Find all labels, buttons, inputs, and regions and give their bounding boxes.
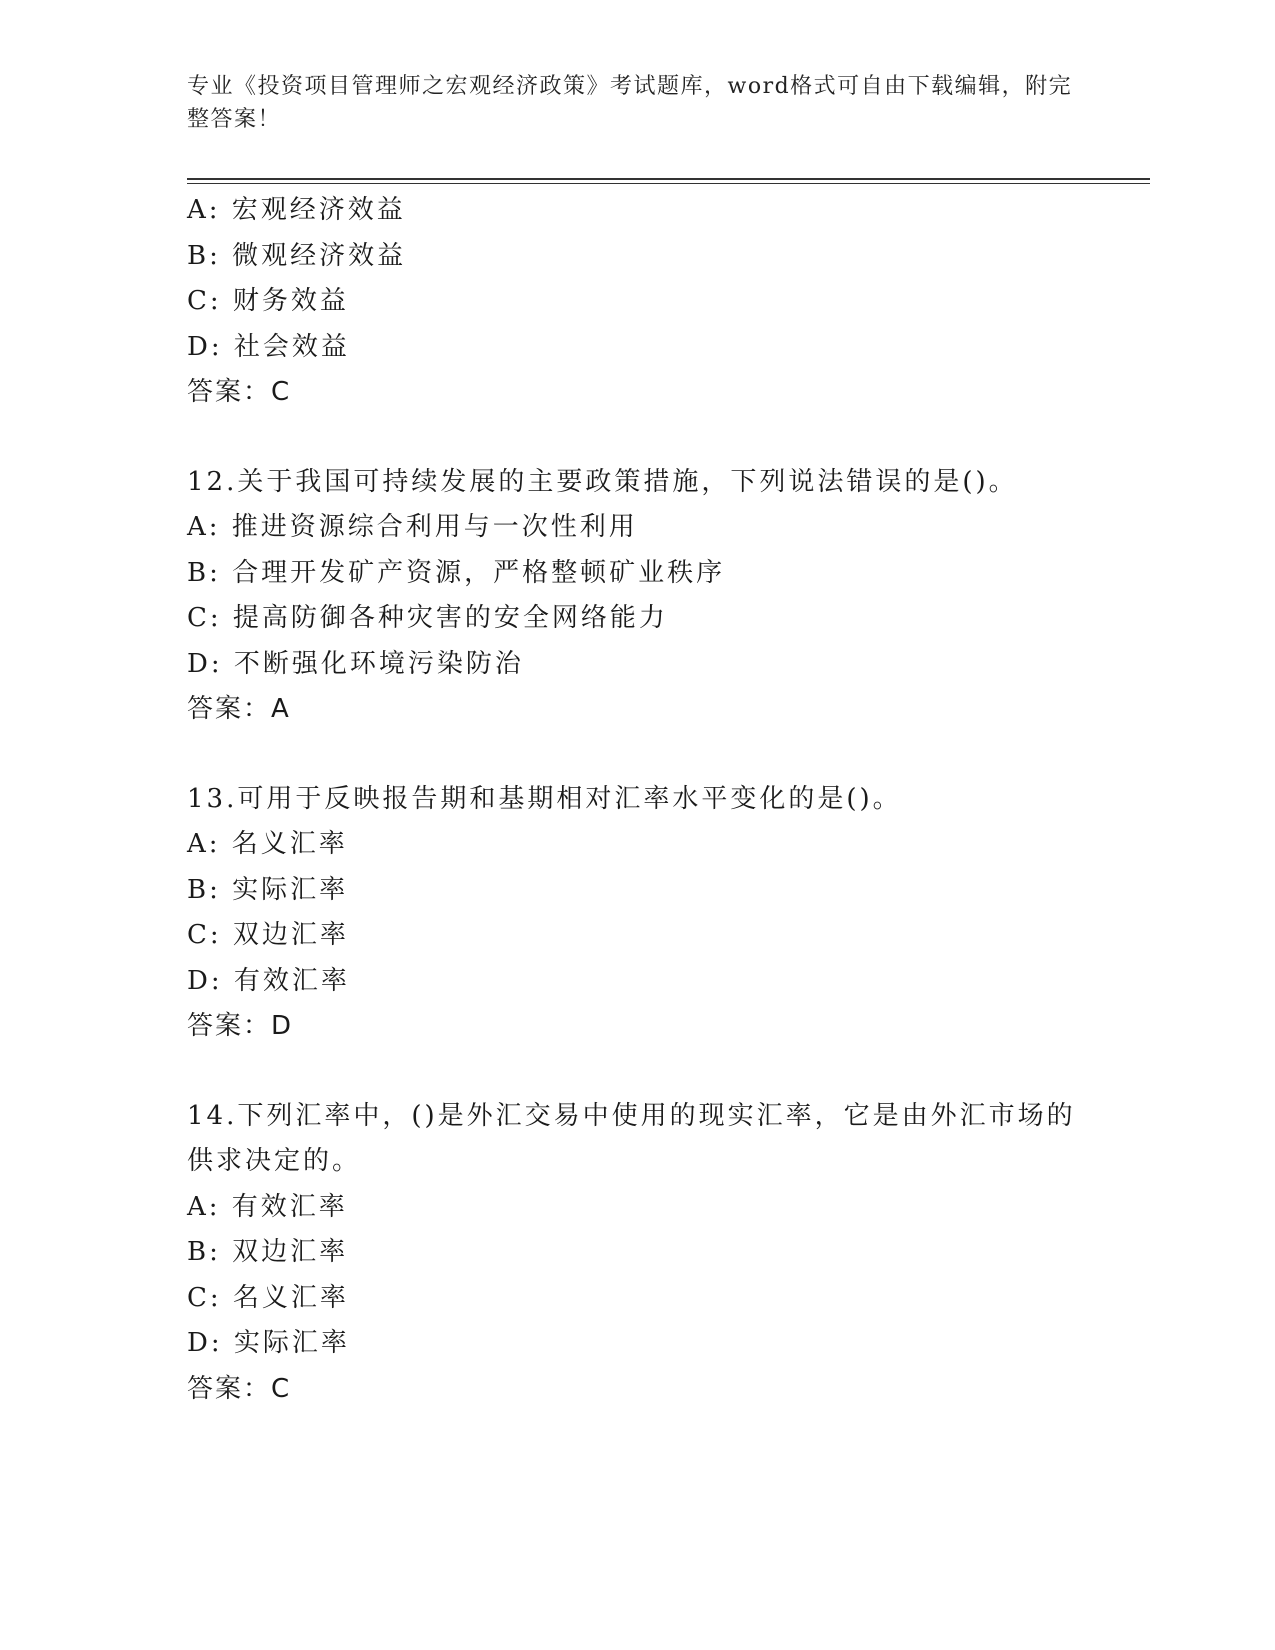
option-c: C: 名义汇率 (187, 1282, 349, 1313)
option-c: C: 提高防御各种灾害的安全网络能力 (187, 603, 668, 633)
option-a: A: 名义汇率 (187, 829, 348, 859)
spacer (187, 733, 1147, 777)
question-block-13 (187, 777, 1147, 1050)
question-list (187, 188, 1147, 1412)
question-stem: 14.下列汇率中，()是外汇交易中使用的现实汇率，它是由外汇市场的供求决定的。 (187, 1100, 1076, 1176)
header-divider-thin (187, 183, 1150, 184)
question-stem: 12.关于我国可持续发展的主要政策措施，下列说法错误的是()。 (187, 466, 1018, 497)
answer-line: 答案：D (187, 1011, 294, 1041)
question-block-12 (187, 460, 1147, 733)
option-d: D: 不断强化环境污染防治 (187, 648, 524, 679)
answer-line: 答案：A (187, 694, 291, 724)
option-b: B: 微观经济效益 (187, 240, 407, 271)
option-c: C: 双边汇率 (187, 920, 349, 950)
option-d: D: 实际汇率 (187, 1328, 350, 1358)
spacer (187, 416, 1147, 460)
option-a: A: 推进资源综合利用与一次性利用 (187, 512, 638, 542)
option-d: D: 有效汇率 (187, 965, 350, 996)
option-b: B: 双边汇率 (187, 1237, 349, 1267)
spacer (187, 1050, 1147, 1094)
question-stem: 13.可用于反映报告期和基期相对汇率水平变化的是()。 (187, 783, 902, 814)
header-divider-thick (187, 178, 1150, 180)
document-header: 专业《投资项目管理师之宏观经济政策》考试题库，word格式可自由下载编辑，附完整答案！ (187, 74, 1073, 132)
question-block-14 (187, 1094, 1147, 1413)
option-a: A: 有效汇率 (187, 1191, 348, 1222)
option-c: C: 财务效益 (187, 286, 349, 316)
option-d: D: 社会效益 (187, 331, 350, 362)
answer-line: 答案：C (187, 377, 292, 407)
option-a: A: 宏观经济效益 (187, 195, 406, 225)
option-b: B: 实际汇率 (187, 874, 349, 905)
question-block-prev (187, 188, 1147, 416)
option-b: B: 合理开发矿产资源，严格整顿矿业秩序 (187, 557, 726, 588)
answer-line: 答案：C (187, 1373, 292, 1404)
